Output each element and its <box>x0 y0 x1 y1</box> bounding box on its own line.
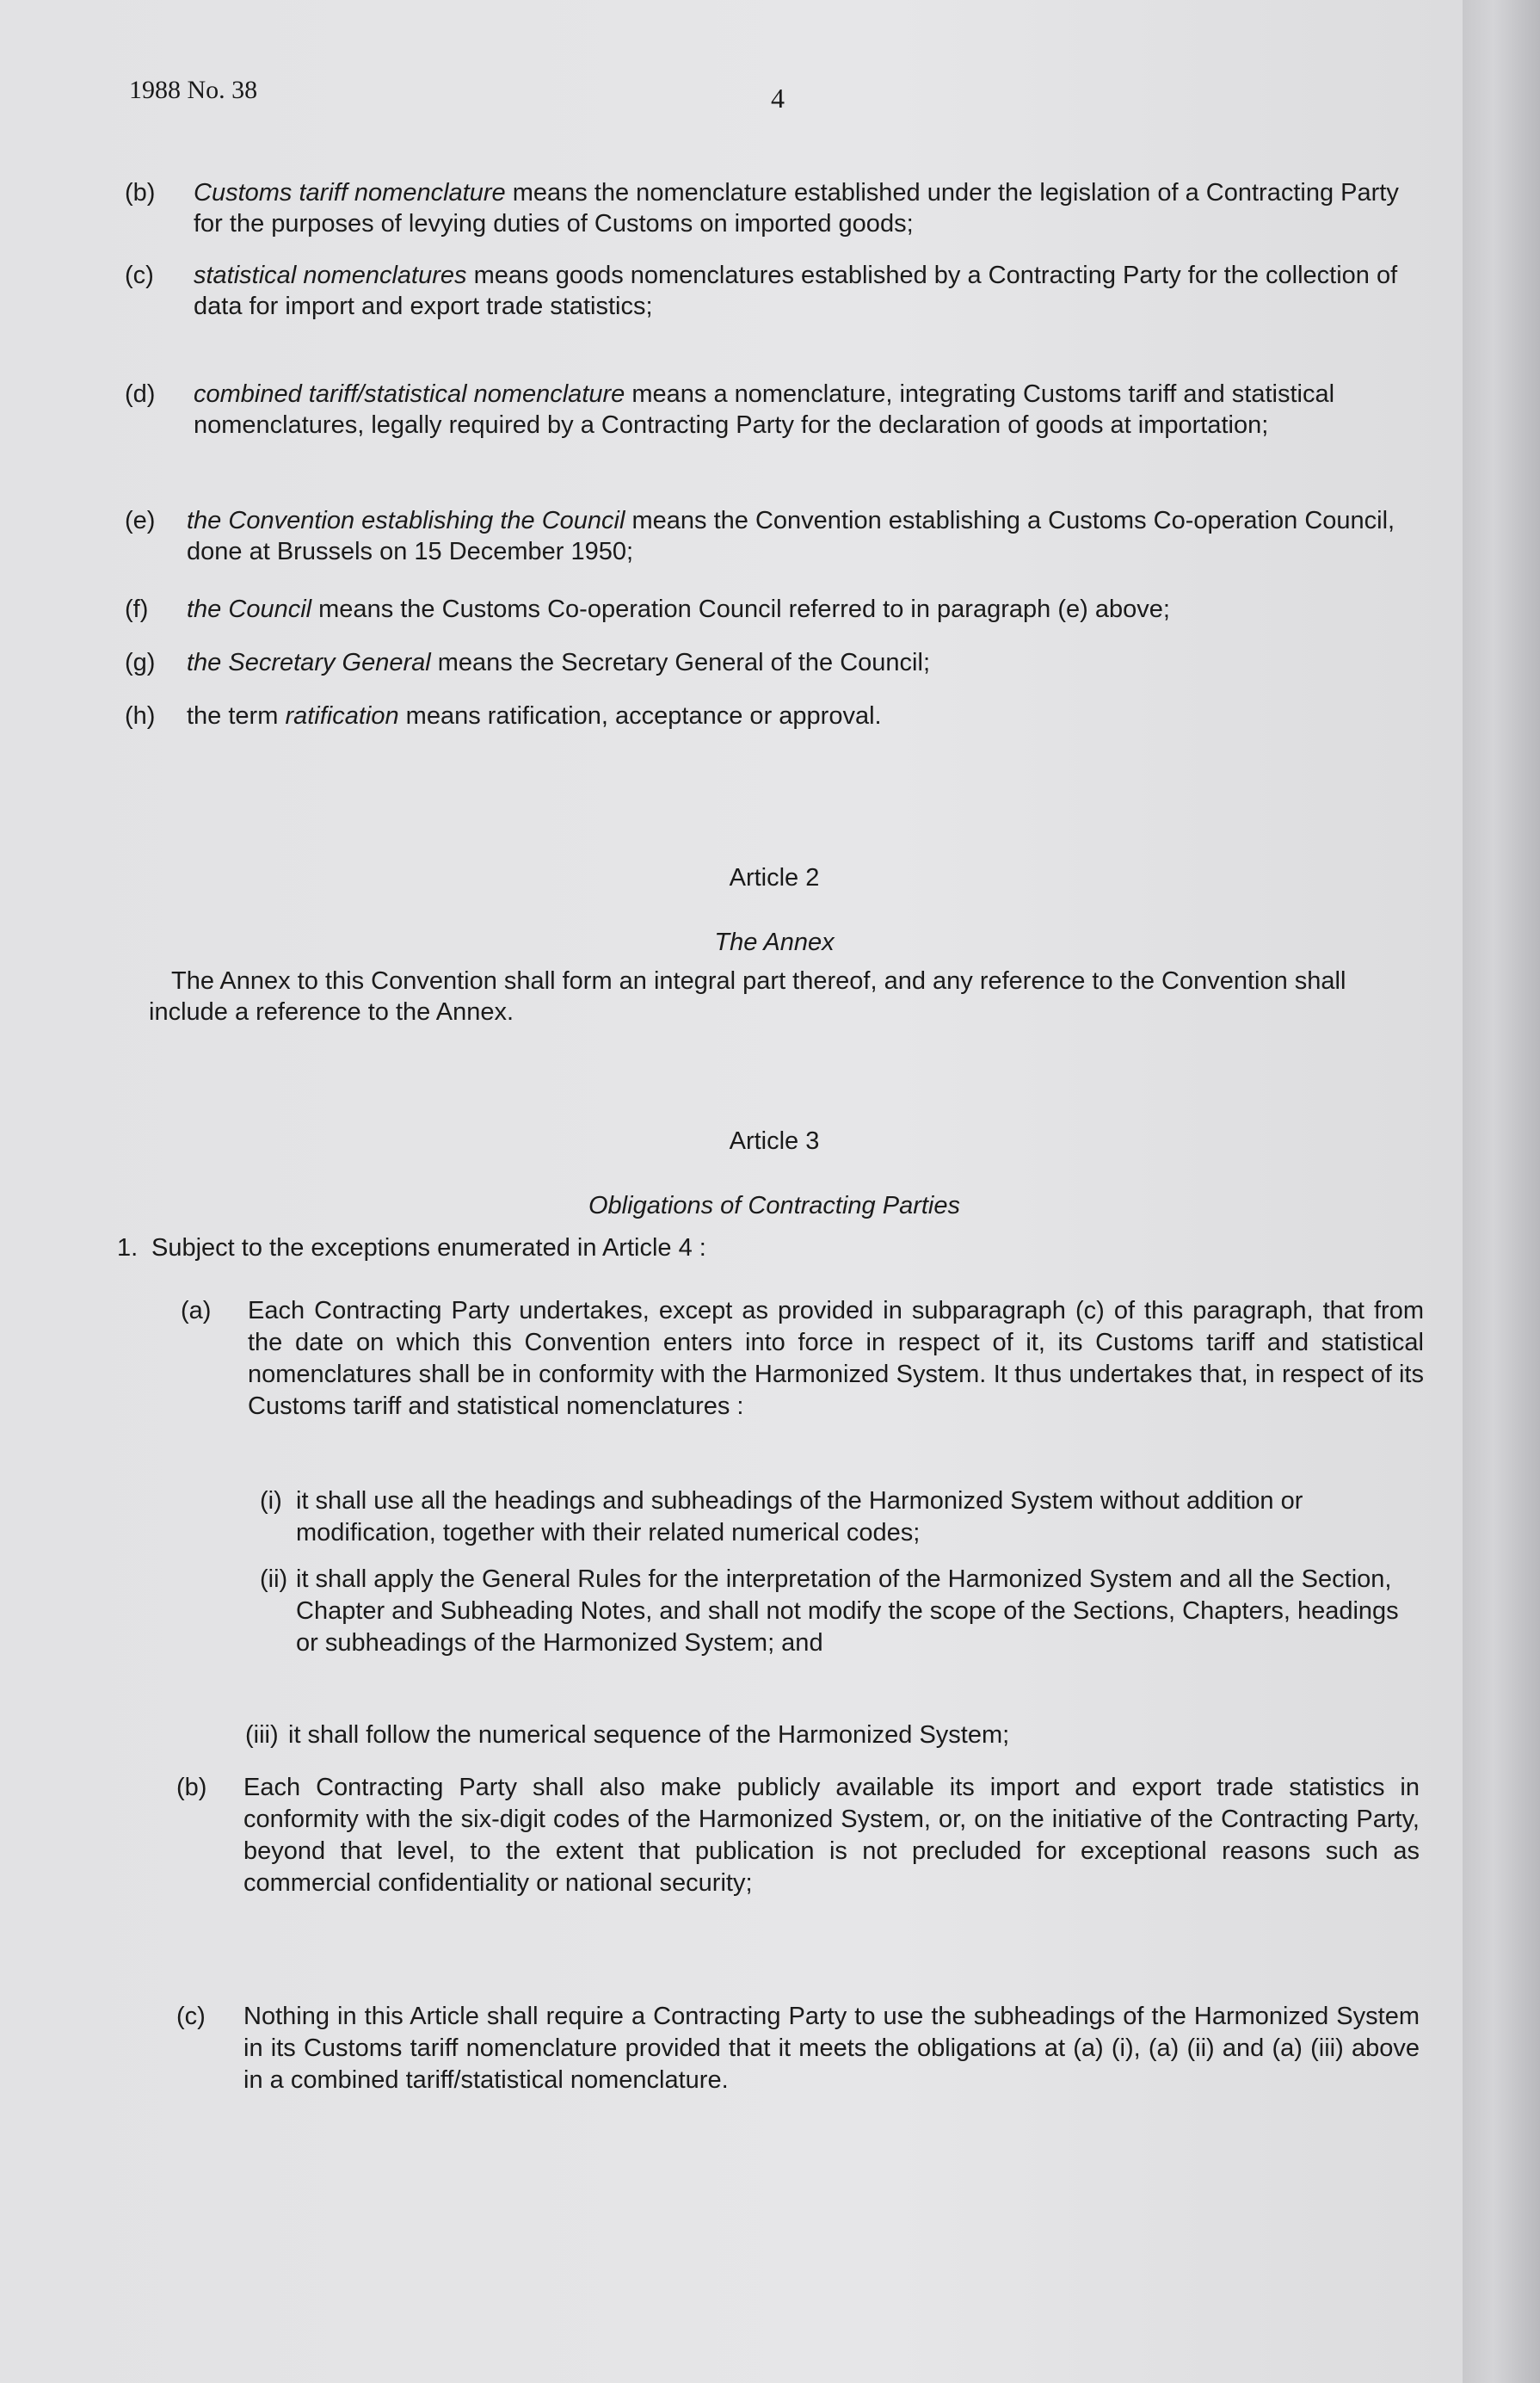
definition-label: (b) <box>125 179 156 207</box>
definition-text <box>194 177 1432 239</box>
definition-d <box>125 379 1432 441</box>
definition-body: means the nomenclature established under the legislation of a Contracting Party for the purposes of levying duties of Customs on imported goods; <box>194 179 1399 238</box>
subparagraph-label: (b) <box>176 1774 207 1801</box>
clause-ii <box>260 1564 1426 1659</box>
definition-label: (e) <box>125 507 156 534</box>
subparagraph-a <box>181 1295 1424 1423</box>
item-number: 1. <box>117 1234 139 1262</box>
definition-h <box>125 701 1432 732</box>
definition-body: means ratification, acceptance or approval. <box>398 702 882 730</box>
defined-term: the Secretary General <box>187 649 431 676</box>
clause-label: (ii) <box>260 1565 288 1593</box>
definition-text <box>187 594 1432 625</box>
subparagraph-label: (a) <box>181 1297 212 1324</box>
defined-term: statistical nomenclatures <box>194 262 467 289</box>
clause-iii <box>245 1719 1411 1751</box>
document-reference: 1988 No. 38 <box>129 76 258 104</box>
defined-term: Customs tariff nomenclature <box>194 179 506 207</box>
definition-text <box>194 260 1432 322</box>
article-3-heading: Article 3 <box>729 1127 820 1155</box>
definition-e <box>125 505 1432 567</box>
subparagraph-c <box>176 2001 1420 2096</box>
defined-term: the Convention establishing the Council <box>187 507 625 534</box>
definition-g <box>125 647 1432 678</box>
definition-label: (g) <box>125 649 156 676</box>
definition-c <box>125 260 1432 322</box>
definition-body: means the Secretary General of the Council; <box>430 649 931 676</box>
definition-text <box>187 701 1432 732</box>
subparagraph-text: Nothing in this Article shall require a Contracting Party to use the subheadings of the Harmonized System in its Customs tariff nomenclature provided that it meets the obligations at (a) (i), (a) (ii) and (a) (iii) above in a combined tariff/statistical nomenclature. <box>243 2003 1420 2094</box>
definition-text <box>187 505 1432 567</box>
definition-f <box>125 594 1432 625</box>
defined-term: ratification <box>285 702 399 730</box>
clause-label: (i) <box>260 1487 282 1515</box>
definition-body: means goods nomenclatures established by a Contracting Party for the collection of data for import and export trade statistics; <box>194 262 1398 320</box>
subparagraph-text: Each Contracting Party shall also make publicly available its import and export trade statistics in conformity with the six-digit codes of the Harmonized System, or, on the initiative of the Contracting Party, beyond that level, to the extent that publication is not precluded for exceptional reasons such as commercial confidentiality or national security; <box>243 1774 1420 1897</box>
article-2-body: The Annex to this Convention shall form an integral part thereof, and any reference to the Convention shall include a reference to the Annex. <box>149 967 1346 1026</box>
definition-label: (c) <box>125 262 154 289</box>
clause-i <box>260 1485 1426 1549</box>
definition-body: means the Convention establishing a Customs Co-operation Council, done at Brussels on 15 December 1950; <box>187 507 1395 565</box>
defined-term: the Council <box>187 596 312 623</box>
subparagraph-label: (c) <box>176 2003 206 2030</box>
definition-text <box>187 647 1432 678</box>
definition-body: means the Customs Co-operation Council referred to in paragraph (e) above; <box>311 596 1170 623</box>
definition-text <box>194 379 1432 441</box>
page-number: 4 <box>771 83 785 114</box>
item-text: Subject to the exceptions enumerated in Article 4 : <box>151 1234 706 1262</box>
article-2-heading: Article 2 <box>729 864 820 892</box>
clause-text: it shall follow the numerical sequence of the Harmonized System; <box>288 1721 1010 1749</box>
article-3-title: Obligations of Contracting Parties <box>588 1192 960 1219</box>
subparagraph-text: Each Contracting Party undertakes, except as provided in subparagraph (c) of this paragraph, that from the date on which this Convention enters into force in respect of it, its Customs tariff and statistical nomenclatures shall be in conformity with the Harmonized System. It thus undertakes that, in respect of its Customs tariff and statistical nomenclatures : <box>248 1297 1424 1420</box>
definition-body: means a nomenclature, integrating Customs tariff and statistical nomenclatures, legally required by a Contracting Party for the declaration of goods at importation; <box>194 380 1335 439</box>
clause-text: it shall apply the General Rules for the interpretation of the Harmonized System and all the Section, Chapter and Subheading Notes, and shall not modify the scope of the Sections, Chapters, headings or subheadings of the Harmonized System; and <box>296 1565 1399 1657</box>
article-2-title: The Annex <box>714 929 835 956</box>
definition-b <box>125 177 1432 239</box>
article-3-item-1 <box>117 1232 706 1263</box>
defined-term: combined tariff/statistical nomenclature <box>194 380 625 408</box>
definition-label: (d) <box>125 380 156 408</box>
clause-label: (iii) <box>245 1721 279 1749</box>
definition-label: (h) <box>125 702 156 730</box>
definition-prefix: the term <box>187 702 286 730</box>
definition-label: (f) <box>125 596 149 623</box>
subparagraph-b <box>176 1772 1420 1899</box>
clause-text: it shall use all the headings and subheadings of the Harmonized System without addition or modification, together with their related numerical codes; <box>296 1487 1303 1546</box>
